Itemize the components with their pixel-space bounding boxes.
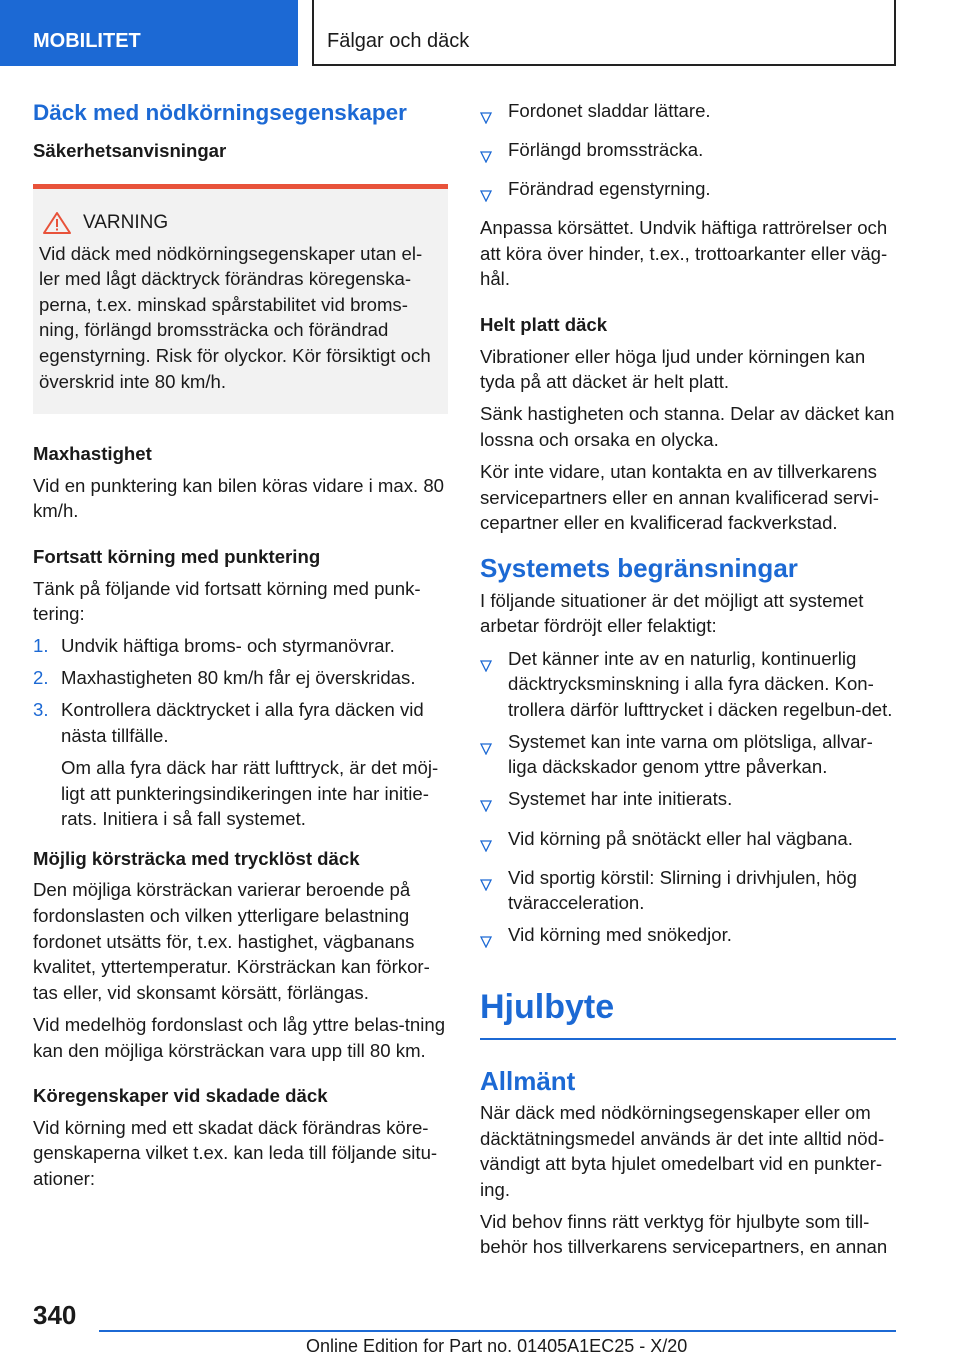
footer-divider — [99, 1330, 896, 1332]
continued-driving-list — [33, 633, 448, 748]
left-column — [33, 98, 448, 1198]
bullet-triangle-icon — [480, 826, 508, 859]
flat-tyre-paragraph: Vibrationer eller höga ljud under körningen kan tyda på att däcket är helt platt. — [480, 345, 866, 393]
bullet-triangle-icon — [480, 646, 508, 723]
list-item — [480, 786, 896, 819]
flat-tyre-paragraph: Sänk hastigheten och stanna. Delar av däcket kan lossna och orsaka en olycka. — [480, 403, 895, 450]
damaged-effects-list — [480, 98, 896, 209]
list-item-text: Undvik häftiga broms- och styrmanövrar. — [61, 635, 395, 657]
bullet-triangle-icon — [480, 98, 508, 131]
header-chapter: Fälgar och däck — [312, 0, 896, 66]
warning-label: VARNING — [83, 211, 169, 233]
limits-heading: Systemets begränsningar — [480, 552, 798, 583]
list-item — [480, 729, 896, 780]
list-item-text: Kontrollera däcktrycket i alla fyra däcken vid nästa tillfälle. — [61, 699, 424, 746]
section-title: Däck med nödkörningsegenskaper — [33, 100, 407, 125]
bullet-triangle-icon — [480, 137, 508, 170]
range-paragraph: Vid medelhög fordonslast och låg yttre belas-tning kan den möjliga körsträckan vara upp till 80 km. — [33, 1013, 446, 1061]
list-item-text: Maxhastigheten 80 km/h får ej överskridas. — [61, 667, 416, 689]
continued-driving-heading: Fortsatt körning med punktering — [33, 545, 321, 567]
list-item — [480, 137, 896, 170]
warning-text: Vid däck med nödkörningsegenskaper utan el-ler med lågt däcktryck förändras köregenska-perna, t.ex. minskad spårstabilitet vid broms-ning, förlängd bromssträcka och förändrad egenstyrning. Risk för olyckor. Kör försiktigt och överskrid inte 80 km/h. — [39, 242, 431, 392]
bullet-triangle-icon — [480, 865, 508, 916]
general-paragraph: När däck med nödkörningsegenskaper eller om däcktätningsmedel används är det inte alltid nöd-vändigt att byta hjulet omedelbart vid en punkter-ing. — [480, 1101, 885, 1200]
list-item — [480, 865, 896, 916]
page-number: 340 — [33, 1300, 77, 1330]
list-item-text: Systemet kan inte varna om plötsliga, allvar-liga däckskador genom yttre påverkan. — [508, 730, 873, 778]
warning-header — [39, 211, 440, 235]
list-item-text: Förändrad egenstyrning. — [508, 178, 711, 200]
list-item — [480, 98, 896, 131]
limits-list — [480, 646, 896, 955]
flat-tyre-paragraph: Kör inte vidare, utan kontakta en av tillverkarens servicepartners eller en annan kvalificerad servi-cepartner eller en kvalificerad fackverkstad. — [480, 461, 879, 534]
bullet-triangle-icon — [480, 176, 508, 209]
list-item — [480, 646, 896, 723]
damaged-tyre-text: Vid körning med ett skadat däck förändras köre-genskaperna vilket t.ex. kan leda till följande situ-ationer: — [33, 1116, 438, 1189]
list-item-text: Vid sportig körstil: Slirning i drivhjulen, hög tväracceleration. — [508, 866, 857, 914]
footer-edition: Online Edition for Part no. 01405A1EC25 - X/20 — [306, 1336, 688, 1356]
safety-heading: Säkerhetsanvisningar — [33, 140, 227, 161]
list-item — [480, 176, 896, 209]
range-paragraph: Den möjliga körsträckan varierar beroende på fordonslasten och vilken ytterligare belastning fordonet utsätts för, t.ex. hastighet, vägbanans kvalitet, yttertemperatur. Körsträckan kan förkor-tas eller, vid skonsamt körsätt, förlängas. — [33, 879, 430, 1003]
general-heading: Allmänt — [480, 1065, 576, 1096]
flat-tyre-heading: Helt platt däck — [480, 314, 608, 336]
wheel-change-heading: Hjulbyte — [480, 987, 896, 1040]
list-item-text: Det känner inte av en naturlig, kontinuerlig däcktrycksminskning i alla fyra däcken. Kon-trollera därför lufttrycket i däcken regelbun-det. — [508, 647, 893, 720]
damaged-tyre-heading: Köregenskaper vid skadade däck — [33, 1085, 328, 1107]
max-speed-text: Vid en punktering kan bilen köras vidare i max. 80 km/h. — [33, 474, 445, 522]
bullet-triangle-icon — [480, 922, 508, 955]
general-paragraph: Vid behov finns rätt verktyg för hjulbyte som till-behör hos tillverkarens servicepartners, en annan — [480, 1210, 888, 1258]
limits-intro: I följande situationer är det möjligt att systemet arbetar fördröjt eller felaktigt: — [480, 589, 864, 637]
list-item — [33, 697, 448, 748]
list-item — [480, 826, 896, 859]
list-number: 2. — [33, 667, 49, 689]
list-item-text: Förlängd bromssträcka. — [508, 139, 704, 161]
continued-driving-intro: Tänk på följande vid fortsatt körning med punk-tering: — [33, 577, 421, 625]
list-item — [33, 633, 448, 659]
list-item-text: Systemet har inte initierats. — [508, 788, 733, 810]
list-item-text: Fordonet sladdar lättare. — [508, 100, 711, 121]
bullet-triangle-icon — [480, 729, 508, 780]
list-number: 3. — [33, 699, 49, 721]
list-number: 1. — [33, 635, 49, 657]
list-item-text: Vid körning med snökedjor. — [508, 924, 732, 946]
list-item — [33, 665, 448, 691]
bullet-triangle-icon — [480, 786, 508, 819]
header-section: MOBILITET — [0, 0, 298, 66]
list-item-text: Vid körning på snötäckt eller hal vägbana. — [508, 827, 853, 849]
range-heading: Möjlig körsträcka med trycklöst däck — [33, 847, 360, 869]
list-item — [480, 922, 896, 955]
warning-box — [33, 184, 448, 415]
right-column — [480, 98, 896, 1267]
max-speed-heading: Maxhastighet — [33, 443, 152, 465]
adapt-driving-text: Anpassa körsättet. Undvik häftiga rattrörelser och att köra över hinder, t.ex., trottoarkanter eller väg-hål. — [480, 217, 888, 290]
warning-triangle-icon — [41, 211, 73, 235]
continued-driving-note: Om alla fyra däck har rätt lufttryck, är det möj-ligt att punkteringsindikeringen inte har initie-rats. Initiera i så fall systemet. — [61, 757, 439, 830]
